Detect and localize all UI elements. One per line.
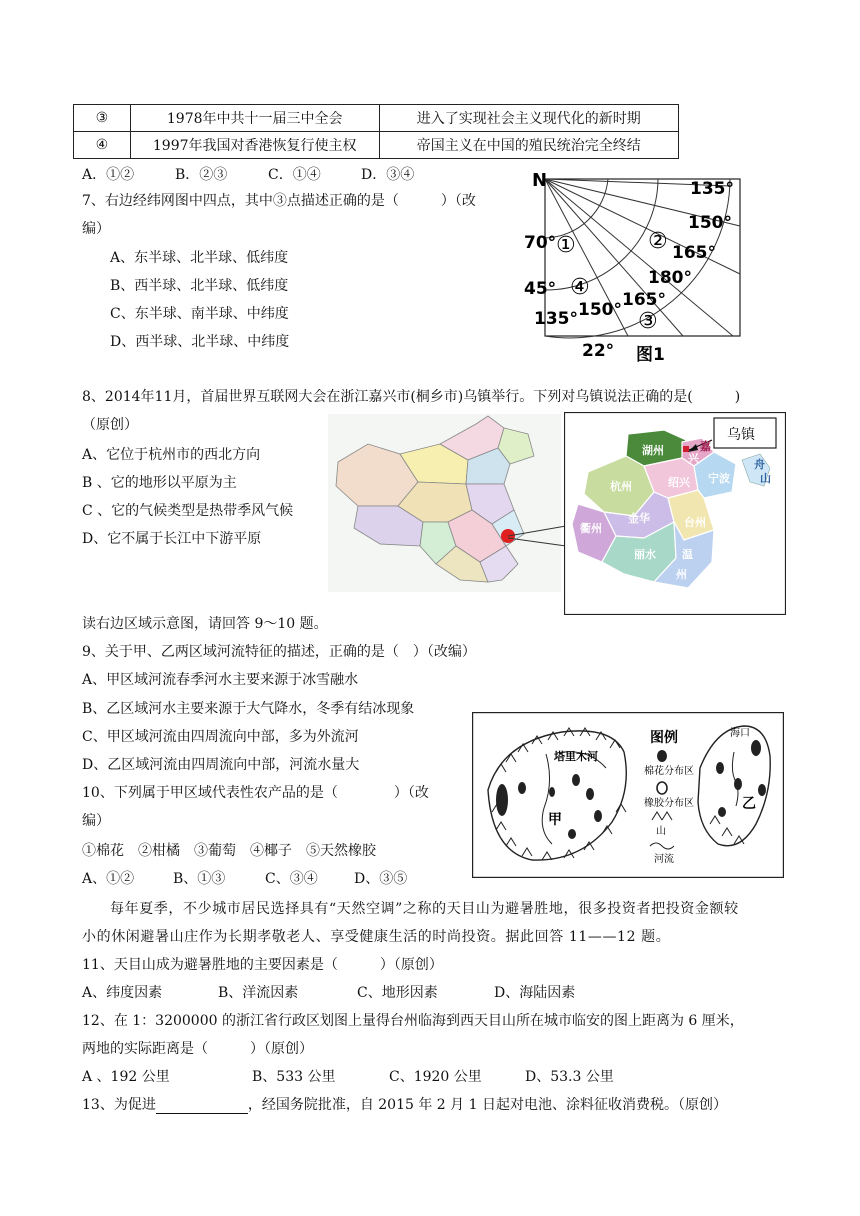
legend-item: 山: [656, 826, 666, 837]
q9-option-c: C、甲区域河流由四周流向中部，多为外流河: [82, 729, 359, 745]
q12-option-c: C、1920 公里: [389, 1069, 482, 1085]
q10-stem-cont: 编）: [82, 813, 110, 829]
legend-item: 河流: [654, 854, 674, 865]
event-cell: 1978年中共十一届三中全会: [130, 105, 379, 132]
city-label: 杭州: [610, 480, 632, 493]
q7-option-a: A、东半球、北半球、低纬度: [110, 250, 289, 266]
q12-option-b: B、533 公里: [252, 1069, 336, 1085]
meaning-cell: 进入了实现社会主义现代化的新时期: [379, 105, 678, 132]
q7-stem-cont: 编）: [82, 221, 110, 237]
row-number: ④: [74, 132, 131, 159]
q9-option-a: A、甲区域河流春季河水主要来源于冰雪融水: [82, 672, 359, 688]
q12-option-a: A 、192 公里: [82, 1069, 170, 1085]
city-label: 丽水: [634, 548, 656, 561]
region-sketch-map: [472, 712, 784, 878]
city-label: 嘉: [700, 440, 711, 453]
q8-stem: 8、2014年11月，首届世界互联网大会在浙江嘉兴市(桐乡市)乌镇举行。下列对乌镇说法正确的是( ): [82, 389, 741, 405]
city-label: 舟: [754, 458, 765, 471]
city-label: 台州: [684, 516, 706, 529]
lon-label: 150°: [578, 300, 622, 320]
north-label: N: [532, 170, 548, 191]
q9-10-intro: 读右边区域示意图，请回答 9～10 题。: [82, 616, 328, 632]
history-events-table: [73, 104, 679, 159]
lon-label: 180°: [648, 268, 692, 288]
q6-option-d: D．③④: [361, 167, 415, 183]
legend-title: 图例: [650, 730, 678, 746]
q10-option-c: C、③④: [265, 871, 318, 887]
lon-label: 135°: [534, 309, 578, 329]
q12-stem-cont: 两地的实际距离是（ ）（原创）: [82, 1041, 313, 1057]
graticule-figure: [518, 166, 750, 366]
city-label: 湖州: [642, 444, 664, 457]
q11-12-passage-line2: 小的休闲避暑山庄作为长期孝敬老人、享受健康生活的时尚投资。据此回答 11——12 题。: [82, 929, 671, 945]
city-label: 温: [682, 548, 693, 561]
q9-stem: 9、关于甲、乙两区域河流特征的描述，正确的是（ ）（改编）: [82, 644, 476, 660]
q10-option-a: A、①②: [82, 871, 135, 887]
callout-connector: [500, 520, 570, 550]
river-label: 塔里木河: [554, 750, 598, 763]
row-number: ③: [74, 105, 131, 132]
meaning-cell: 帝国主义在中国的殖民统治完全终结: [379, 132, 678, 159]
lon-label: 150°: [688, 213, 732, 233]
legend-item: 橡胶分布区: [644, 798, 694, 809]
lat-label: 22°: [582, 341, 615, 361]
q10-option-d: D、③⑤: [354, 871, 408, 887]
q8-source: （原创）: [82, 417, 138, 433]
q7-stem: 7、右边经纬网图中四点，其中③点描述正确的是（ ）（改: [82, 193, 476, 209]
region-label-yi: 乙: [742, 796, 756, 812]
q6-option-a: A．①②: [82, 167, 135, 183]
city-label: 山: [760, 472, 771, 485]
q10-option-b: B、①③: [173, 871, 226, 887]
legend-item: 棉花分布区: [644, 766, 694, 777]
q6-option-b: B．②③: [175, 167, 228, 183]
q6-option-c: C．①④: [268, 167, 321, 183]
city-label: 宁波: [708, 472, 730, 485]
region-label-jia: 甲: [548, 812, 562, 828]
q11-stem: 11、天目山成为避暑胜地的主要因素是（ ）（原创）: [82, 957, 443, 973]
point-2: ②: [648, 229, 668, 254]
q9-option-d: D、乙区域河流由四周流向中部，河流水量大: [82, 757, 360, 773]
q10-stem: 10、下列属于甲区域代表性农产品的是（ ）（改: [82, 785, 429, 801]
city-label: 州: [676, 568, 687, 581]
lat-label: 70°: [524, 233, 557, 253]
lon-label: 135°: [690, 179, 734, 199]
table-row: [74, 132, 679, 159]
lon-label: 165°: [672, 243, 716, 263]
event-cell: 1997年我国对香港恢复行使主权: [130, 132, 379, 159]
figure-caption: 图1: [636, 345, 665, 365]
lon-label: 165°: [622, 290, 666, 310]
city-label: 绍兴: [668, 476, 690, 489]
q11-12-passage-line1: 每年夏季，不少城市居民选择具有“天然空调”之称的天目山为避暑胜地，很多投资者把投资金额较: [110, 901, 739, 917]
q13-stem-start: 13、为促进: [82, 1097, 156, 1113]
lat-label: 45°: [524, 279, 557, 299]
q11-option-d: D、海陆因素: [494, 985, 576, 1001]
city-label: 兴: [688, 452, 699, 465]
point-4: ④: [570, 275, 590, 300]
q7-option-d: D、西半球、北半球、中纬度: [110, 334, 290, 350]
q11-option-b: B、洋流因素: [218, 985, 299, 1001]
q8-option-b: B 、它的地形以平原为主: [82, 475, 237, 491]
q9-option-b: B、乙区域河水主要来源于大气降水，冬季有结冰现象: [82, 701, 415, 717]
q12-stem: 12、在 1：3200000 的浙江省行政区划图上量得台州临海到西天目山所在城市临安的图上距离为 6 厘米，: [82, 1013, 744, 1029]
q10-items: ①棉花 ②柑橘 ③葡萄 ④椰子 ⑤天然橡胶: [82, 843, 376, 859]
wuzhen-callout-label: 乌镇: [727, 427, 755, 443]
city-label: 金华: [628, 512, 650, 525]
q13-answer-blank: [156, 1099, 248, 1114]
q8-option-d: D、它不属于长江中下游平原: [82, 531, 262, 547]
q13-stem: [82, 1096, 727, 1114]
zhejiang-map: [564, 412, 786, 615]
table-row: [74, 105, 679, 132]
q12-option-d: D、53.3 公里: [525, 1069, 614, 1085]
q7-option-c: C、东半球、南半球、中纬度: [110, 306, 289, 322]
q13-stem-end: ，经国务院批准，自 2015 年 2 月 1 日起对电池、涂料征收消费税。（原创）: [247, 1097, 727, 1113]
point-1: ①: [556, 233, 576, 258]
china-map: [328, 414, 561, 592]
q11-option-c: C、地形因素: [357, 985, 438, 1001]
q7-option-b: B、西半球、北半球、低纬度: [110, 278, 289, 294]
q11-option-a: A、纬度因素: [82, 985, 163, 1001]
city-label: 衢州: [580, 522, 602, 535]
q8-option-c: C 、它的气候类型是热带季风气候: [82, 503, 294, 519]
q8-option-a: A、它位于杭州市的西北方向: [82, 447, 261, 463]
point-3: ③: [638, 309, 658, 334]
haikou-label: 海口: [730, 728, 750, 739]
